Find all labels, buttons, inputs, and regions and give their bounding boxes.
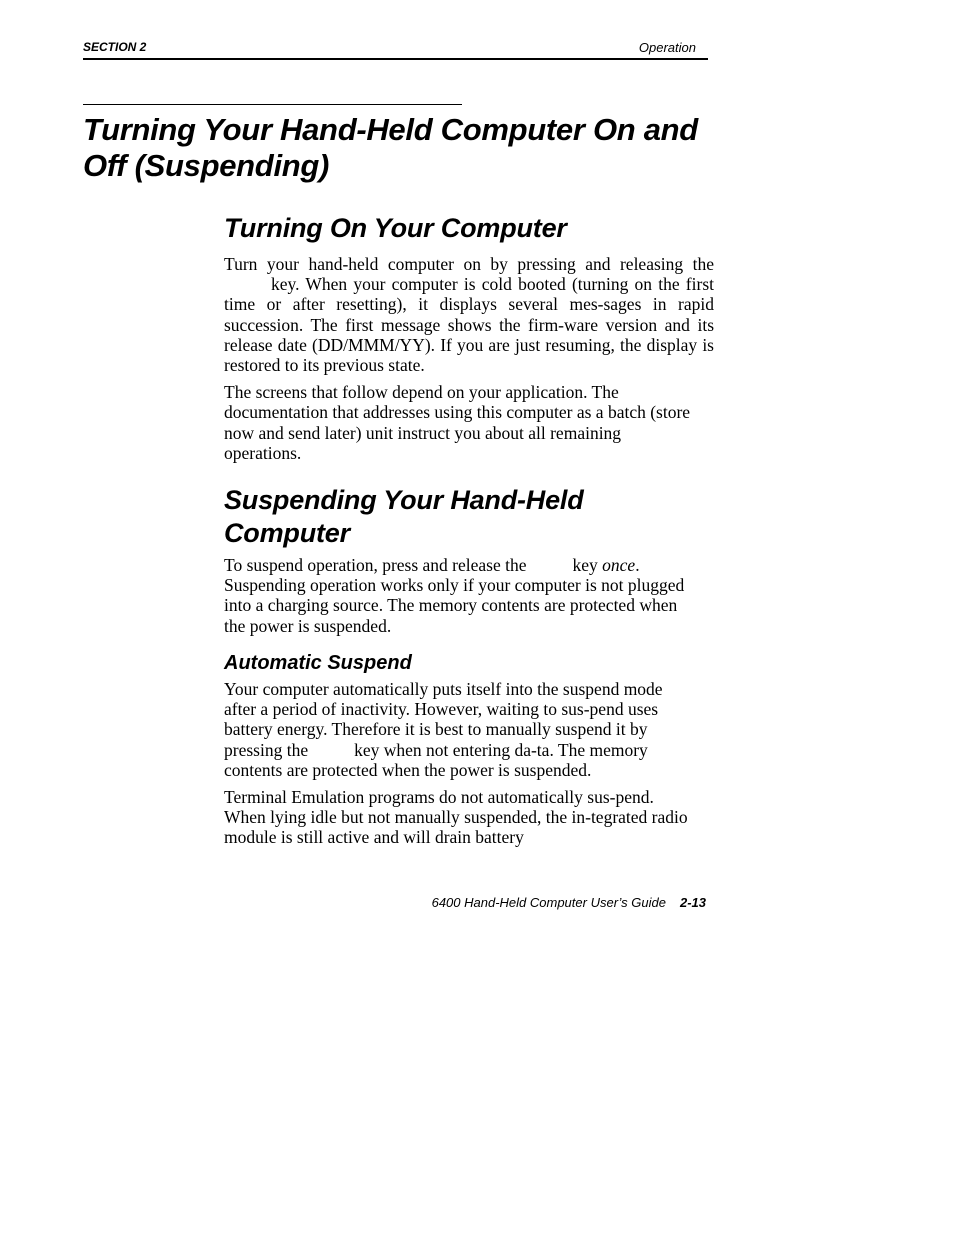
page-number: 2-13 [679, 895, 706, 910]
paragraph-suspending [224, 555, 700, 636]
section-automatic-suspend [224, 651, 714, 848]
text-run: Your computer automatically puts itself into the suspend mode after a period of inactivity. However, waiting to sus-pend uses battery energy. Therefore it is best to manually suspend it by pressing the [224, 679, 663, 760]
section-turning-on [224, 212, 714, 463]
heading-suspending: Suspending Your Hand-Held Computer [224, 485, 584, 548]
text-run: key [572, 555, 598, 575]
heading-automatic-suspend: Automatic Suspend [224, 652, 412, 674]
section-suspending [224, 484, 714, 636]
page-title: Turning Your Hand-Held Computer On and Off (Suspending) [83, 112, 698, 183]
guide-title: 6400 Hand-Held Computer User’s Guide [431, 895, 666, 910]
section-label: SECTION 2 [83, 40, 147, 54]
section-topic: Operation [638, 40, 696, 55]
text-run: Turn your hand-held computer on by pressing and releasing the [224, 254, 714, 274]
heading-turning-on: Turning On Your Computer [224, 213, 567, 243]
text-run: To suspend operation, press and release the [224, 555, 527, 575]
running-footer [224, 895, 706, 910]
text-run: key. When your computer is cold booted (turning on the first time or after resetting), it displays several mes-sages in rapid succession. The first message shows the firm-ware version and its release date (DD/MMM/YY). If you are just resuming, the display is restored to its previous state. [224, 274, 714, 376]
paragraph-turning-on-1 [224, 254, 714, 375]
paragraph-turning-on-2: The screens that follow depend on your application. The documentation that addresses using this computer as a batch (store now and send later) unit instruct you about all remaining operations. [224, 382, 691, 463]
emphasis-once: once [602, 555, 636, 575]
paragraph-auto-suspend-1 [224, 679, 694, 780]
text-run: key when not entering da-ta. The memory contents are protected when the power is suspended. [224, 739, 648, 780]
title-rule [83, 104, 462, 105]
paragraph-auto-suspend-2: Terminal Emulation programs do not automatically sus-pend. When lying idle but not manually suspended, the in-tegrated radio module is still active and will drain battery [224, 787, 688, 848]
running-header [83, 40, 708, 60]
text-run: . Suspending operation works only if your computer is not plugged into a charging source. The memory contents are protected when the power is suspended. [224, 555, 685, 636]
